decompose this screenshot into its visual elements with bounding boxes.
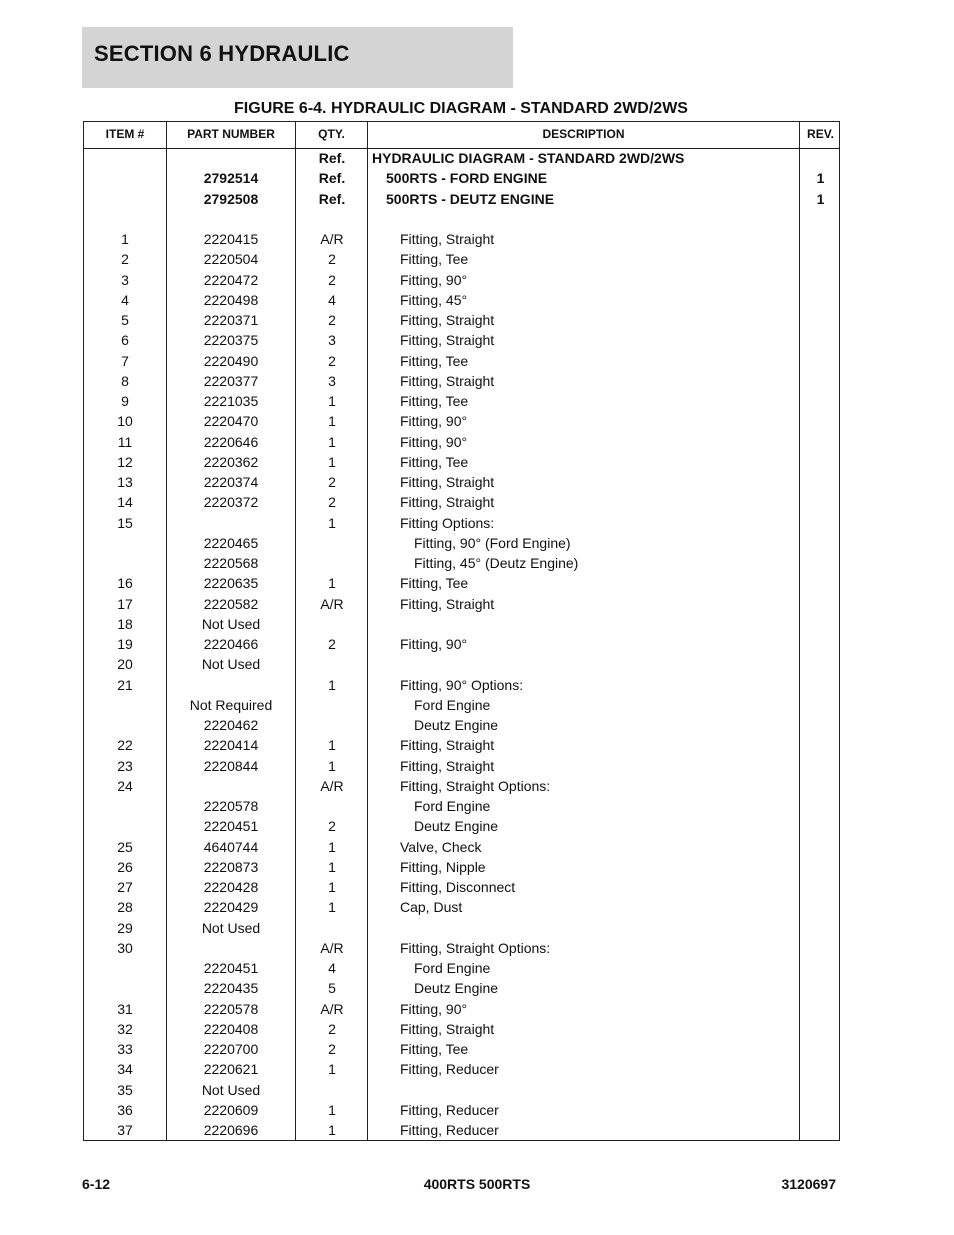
table-row [84, 492, 841, 512]
qty-cell: 1 [328, 514, 336, 531]
description-cell: Fitting, 90° [400, 433, 468, 450]
part-number-cell: 2220472 [203, 271, 259, 288]
table-row [84, 1059, 841, 1079]
item-cell: 36 [117, 1101, 133, 1118]
table-row [84, 249, 841, 269]
item-cell: 2 [121, 251, 129, 268]
description-cell: Fitting, Straight Options: [400, 939, 551, 956]
table-row [84, 371, 841, 391]
table-row [84, 594, 841, 614]
table-row [84, 715, 841, 735]
qty-cell: 1 [328, 737, 336, 754]
header-description: DESCRIPTION [542, 127, 625, 141]
part-number-cell: 2220635 [203, 575, 259, 592]
description-cell: Deutz Engine [414, 818, 499, 835]
item-cell: 23 [117, 757, 133, 774]
qty-cell: 1 [328, 413, 336, 430]
item-cell: 35 [117, 1081, 133, 1098]
description-cell: Fitting, 45° (Deutz Engine) [414, 555, 579, 571]
rev-cell: 1 [816, 170, 825, 187]
qty-cell: A/R [320, 595, 344, 612]
description-cell: 500RTS - FORD ENGINE [386, 170, 548, 187]
part-number-cell: 2220498 [203, 291, 259, 308]
description-cell: Ford Engine [414, 960, 491, 976]
header-qty: QTY. [318, 127, 345, 141]
qty-cell: 2 [328, 474, 336, 490]
part-number-cell: Not Used [201, 615, 261, 632]
description-cell: Fitting, Straight [400, 332, 495, 349]
item-cell: 14 [117, 494, 133, 511]
item-cell: 24 [117, 777, 133, 794]
table-row [84, 695, 841, 715]
part-number-cell: 2220435 [203, 980, 259, 997]
table-row [84, 351, 841, 371]
table-row [84, 897, 841, 917]
qty-cell: 1 [328, 1061, 336, 1078]
part-number-cell: Not Used [201, 656, 261, 673]
item-cell: 22 [117, 737, 133, 754]
description-cell: Fitting, Straight [400, 231, 495, 247]
table-row [84, 533, 841, 553]
table-row [84, 148, 841, 168]
part-number-cell: Not Used [201, 1081, 261, 1098]
description-cell: Fitting, Tee [400, 251, 469, 268]
item-cell: 19 [117, 636, 133, 652]
part-number-cell: 2220578 [203, 1000, 259, 1017]
parts-table [83, 121, 840, 1141]
part-number-cell: 2220578 [203, 798, 259, 814]
part-number-cell: 2220374 [203, 474, 259, 490]
part-number-cell: 2220490 [203, 352, 259, 369]
description-cell: Fitting, Straight [400, 312, 495, 328]
item-cell: 30 [117, 939, 133, 956]
qty-cell: Ref. [318, 190, 346, 207]
qty-cell: 1 [328, 838, 336, 855]
table-row [84, 796, 841, 816]
table-row [84, 735, 841, 755]
item-cell: 20 [117, 656, 133, 673]
table-row [84, 1100, 841, 1120]
qty-cell: A/R [320, 231, 344, 247]
part-number-cell: Not Required [189, 696, 273, 713]
description-cell: Fitting, Tee [400, 352, 469, 369]
table-row [84, 958, 841, 978]
item-cell: 17 [117, 595, 133, 612]
description-cell: Fitting, Reducer [400, 1122, 499, 1138]
table-row [84, 837, 841, 857]
table-row [84, 1120, 841, 1140]
table-row [84, 168, 841, 188]
qty-cell: 2 [328, 312, 336, 328]
part-number-cell: 2221035 [203, 393, 259, 409]
description-cell: Fitting, 90° [400, 636, 468, 652]
table-row [84, 290, 841, 310]
qty-cell: A/R [320, 777, 344, 794]
description-cell: Fitting, Reducer [400, 1061, 499, 1078]
description-cell: Valve, Check [400, 838, 482, 855]
item-cell: 16 [117, 575, 133, 592]
description-cell: Fitting, Tee [400, 453, 469, 470]
qty-cell: 1 [328, 433, 336, 450]
item-cell: 27 [117, 879, 133, 895]
table-row [84, 432, 841, 452]
part-number-cell: 2220415 [203, 231, 259, 247]
description-cell: Fitting, Disconnect [400, 879, 516, 895]
description-cell: Fitting, Straight [400, 494, 495, 511]
qty-cell: 2 [328, 636, 336, 652]
table-row [84, 1039, 841, 1059]
description-cell: Fitting Options: [400, 514, 495, 531]
description-cell: Fitting, 90° [400, 413, 468, 430]
part-number-cell: 2220451 [203, 818, 259, 835]
qty-cell: Ref. [318, 150, 346, 166]
item-cell: 4 [121, 291, 129, 308]
footer-page-number: 6-12 [82, 1176, 111, 1192]
description-cell: Fitting, 90° [400, 1000, 468, 1017]
description-cell: Fitting, Straight [400, 757, 495, 774]
header-part-number: PART NUMBER [187, 127, 275, 141]
part-number-cell: 2220696 [203, 1122, 259, 1138]
table-row [84, 270, 841, 290]
qty-cell: 1 [328, 676, 336, 693]
item-cell: 1 [121, 231, 129, 247]
description-cell: 500RTS - DEUTZ ENGINE [386, 190, 555, 207]
part-number-cell: 2220372 [203, 494, 259, 511]
part-number-cell: 2220700 [203, 1041, 259, 1057]
section-banner [82, 27, 513, 88]
part-number-cell: 2220362 [203, 453, 259, 470]
table-row [84, 756, 841, 776]
qty-cell: 4 [328, 960, 336, 976]
description-cell: Fitting, Straight Options: [400, 777, 551, 794]
item-cell: 12 [117, 453, 133, 470]
item-cell: 10 [117, 413, 133, 430]
part-number-cell: 2220470 [203, 413, 259, 430]
table-row [84, 877, 841, 897]
table-row [84, 675, 841, 695]
item-cell: 3 [121, 271, 129, 288]
item-cell: 29 [117, 919, 133, 936]
part-number-cell: 4640744 [203, 838, 259, 855]
part-number-cell: 2220371 [203, 312, 259, 328]
description-cell: Fitting, Tee [400, 1041, 469, 1057]
qty-cell: 2 [328, 818, 336, 835]
part-number-cell: Not Used [201, 919, 261, 936]
item-cell: 26 [117, 858, 133, 875]
part-number-cell: 2220451 [203, 960, 259, 976]
item-cell: 15 [117, 514, 133, 531]
table-row [84, 918, 841, 938]
section-title: SECTION 6 HYDRAULIC [94, 41, 350, 66]
qty-cell: 2 [328, 1020, 336, 1037]
qty-cell: Ref. [318, 170, 346, 187]
table-row [84, 209, 841, 229]
item-cell: 34 [117, 1061, 133, 1078]
description-cell: Deutz Engine [414, 717, 499, 733]
part-number-cell: 2220465 [203, 534, 259, 551]
part-number-cell: 2220462 [203, 717, 259, 733]
qty-cell: 2 [328, 352, 336, 369]
table-row [84, 573, 841, 593]
qty-cell: 1 [328, 757, 336, 774]
qty-cell: 5 [328, 980, 336, 997]
item-cell: 5 [121, 312, 129, 328]
description-cell: HYDRAULIC DIAGRAM - STANDARD 2WD/2WS [372, 150, 685, 166]
part-number-cell: 2220428 [203, 879, 259, 895]
qty-cell: 2 [328, 494, 336, 511]
table-row [84, 978, 841, 998]
item-cell: 28 [117, 899, 133, 916]
part-number-cell: 2220844 [203, 757, 259, 774]
part-number-cell: 2220466 [203, 636, 259, 652]
description-cell: Fitting, Tee [400, 393, 469, 409]
table-row [84, 452, 841, 472]
table-row [84, 776, 841, 796]
table-row [84, 614, 841, 634]
item-cell: 25 [117, 838, 133, 855]
table-row [84, 513, 841, 533]
part-number-cell: 2220429 [203, 899, 259, 916]
description-cell: Fitting, Straight [400, 595, 495, 612]
qty-cell: 3 [328, 372, 336, 389]
item-cell: 8 [121, 372, 129, 389]
description-cell: Fitting, Straight [400, 474, 495, 490]
table-row [84, 472, 841, 492]
qty-cell: 3 [328, 332, 336, 349]
description-cell: Ford Engine [414, 798, 491, 814]
part-number-cell: 2220377 [203, 372, 259, 389]
part-number-cell: 2220582 [203, 595, 259, 612]
description-cell: Fitting, Straight [400, 1020, 495, 1037]
table-row [84, 654, 841, 674]
qty-cell: 1 [328, 1122, 336, 1138]
part-number-cell: 2792514 [203, 170, 259, 187]
header-item: ITEM # [105, 127, 145, 141]
description-cell: Fitting, Nipple [400, 858, 486, 875]
table-row [84, 999, 841, 1019]
table-row [84, 1019, 841, 1039]
table-row [84, 391, 841, 411]
item-cell: 33 [117, 1041, 133, 1057]
description-cell: Fitting, Reducer [400, 1101, 499, 1118]
part-number-cell: 2220568 [203, 555, 259, 571]
part-number-cell: 2220646 [203, 433, 259, 450]
part-number-cell: 2220504 [203, 251, 259, 268]
qty-cell: 2 [328, 1041, 336, 1057]
qty-cell: 1 [328, 1101, 336, 1118]
table-row [84, 330, 841, 350]
qty-cell: 1 [328, 879, 336, 895]
table-row [84, 189, 841, 209]
qty-cell: 2 [328, 251, 336, 268]
description-cell: Fitting, 90° [400, 271, 468, 288]
table-row [84, 634, 841, 654]
description-cell: Fitting, 45° [400, 291, 468, 308]
item-cell: 18 [117, 615, 133, 632]
item-cell: 9 [121, 393, 129, 409]
qty-cell: 1 [328, 858, 336, 875]
description-cell: Fitting, Tee [400, 575, 469, 592]
description-cell: Fitting, 90° (Ford Engine) [414, 534, 571, 551]
description-cell: Fitting, 90° Options: [400, 676, 524, 693]
description-cell: Fitting, Straight [400, 737, 495, 754]
item-cell: 32 [117, 1020, 133, 1037]
table-row [84, 229, 841, 249]
item-cell: 6 [121, 332, 129, 349]
rev-cell: 1 [816, 190, 825, 207]
qty-cell: 4 [328, 291, 336, 308]
qty-cell: 1 [328, 393, 336, 409]
table-row [84, 816, 841, 836]
table-row [84, 411, 841, 431]
part-number-cell: 2220414 [203, 737, 259, 754]
item-cell: 13 [117, 474, 133, 490]
table-row [84, 1080, 841, 1100]
table-row [84, 310, 841, 330]
item-cell: 7 [121, 352, 129, 369]
part-number-cell: 2220609 [203, 1101, 259, 1118]
item-cell: 11 [117, 433, 133, 450]
footer-doc-number: 3120697 [781, 1176, 836, 1192]
qty-cell: 1 [328, 453, 336, 470]
table-row [84, 857, 841, 877]
description-cell: Ford Engine [414, 696, 491, 713]
qty-cell: 1 [328, 575, 336, 592]
table-row [84, 553, 841, 573]
part-number-cell: 2220375 [203, 332, 259, 349]
figure-title: FIGURE 6-4. HYDRAULIC DIAGRAM - STANDARD 2WD/2WS [234, 100, 688, 117]
qty-cell: 2 [328, 271, 336, 288]
part-number-cell: 2220621 [203, 1061, 259, 1078]
qty-cell: A/R [320, 939, 344, 956]
part-number-cell: 2792508 [203, 190, 259, 207]
item-cell: 31 [117, 1000, 133, 1017]
table-row [84, 938, 841, 958]
description-cell: Deutz Engine [414, 980, 499, 997]
header-rev: REV. [807, 127, 834, 141]
qty-cell: A/R [320, 1000, 344, 1017]
footer-model: 400RTS 500RTS [423, 1176, 531, 1192]
part-number-cell: 2220873 [203, 858, 259, 875]
description-cell: Cap, Dust [400, 899, 463, 916]
qty-cell: 1 [328, 899, 336, 916]
item-cell: 37 [117, 1122, 133, 1138]
part-number-cell: 2220408 [203, 1020, 259, 1037]
description-cell: Fitting, Straight [400, 372, 495, 389]
item-cell: 21 [117, 676, 133, 693]
